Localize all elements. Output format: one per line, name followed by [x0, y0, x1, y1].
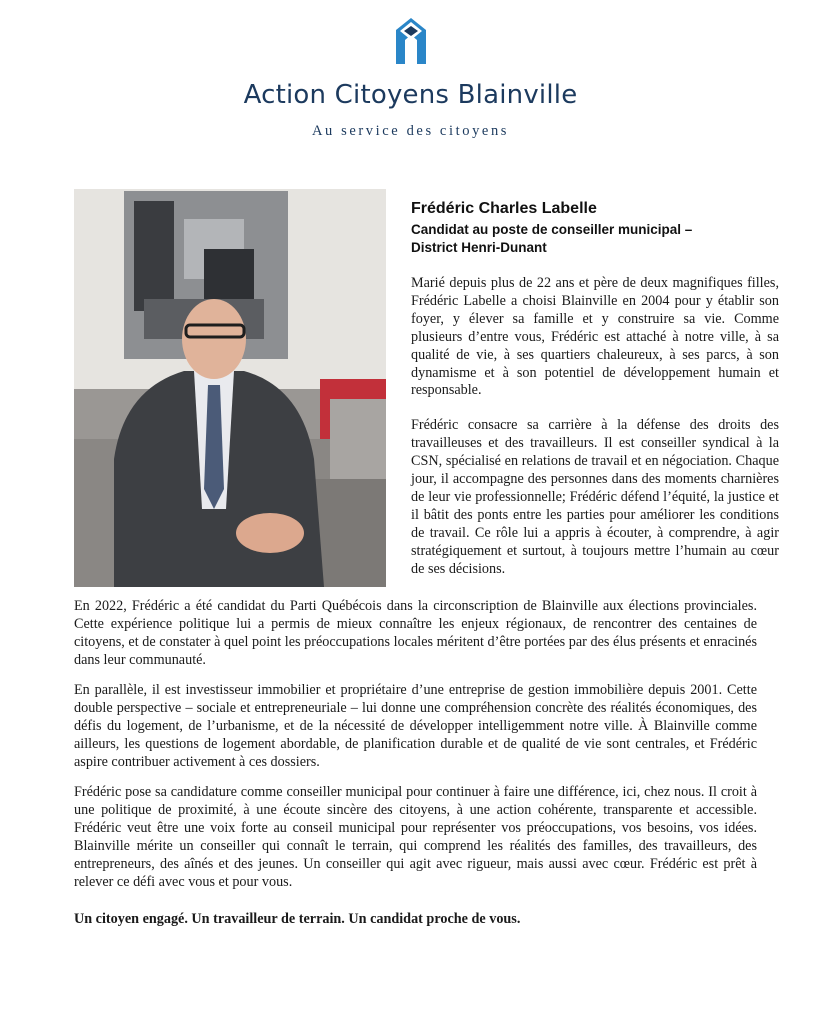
candidate-intro — [411, 200, 779, 579]
bio-paragraph-career: Frédéric consacre sa carrière à la défense des droits des travailleuses et des travailleurs. Il est conseiller syndical à la CSN, spécialisé en relations de travail et en négociation. Chaque jour, il accompagne des personnes dans des moments charnières de leur vie professionnelle; Frédéric défend l’équité, la justice et il bâtit des ponts entre les parties pour améliorer les conditions de travail. Ce rôle lui a appris à écouter, à comprendre, à agir stratégiquement et surtout, à toujours mettre l’humain au cœur de ses décisions. — [411, 417, 779, 577]
bio-paragraph-family: Marié depuis plus de 22 ans et père de deux magnifiques filles, Frédéric Labelle a choisi Blainville en 2004 pour y établir son foyer, y élever sa famille et y construire sa vie. Comme plusieurs d’entre vous, Frédéric est attaché à notre ville, à sa qualité de vie, à ses quartiers chaleureux, à ses parcs, à son dynamisme et à son potentiel de développement humain et responsable. — [411, 275, 779, 399]
house-pin-logo-icon — [396, 18, 426, 64]
bio-paragraph-candidacy: Frédéric pose sa candidature comme conseiller municipal pour continuer à faire une différence, ici, chez nous. Il croit à une politique de proximité, à une écoute sincère des citoyens, à une action cohérente, transparente et accessible. Frédéric veut être une voix forte au conseil municipal pour représenter vos préoccupations, vos besoins, vos idées. Blainville mérite un conseiller qui connaît le terrain, qui comprend les réalités des familles, des travailleurs, des entrepreneurs, des aînés et des jeunes. Un conseiller qui agit avec rigueur, mais aussi avec cœur. Frédéric est prêt à relever ce défi avec vous et pour vous. — [74, 784, 757, 890]
closing-slogan: Un citoyen engagé. Un travailleur de terrain. Un candidat proche de vous. — [74, 911, 521, 927]
candidate-district: District Henri-Dunant — [411, 240, 547, 255]
candidate-role: Candidat au poste de conseiller municipal – — [411, 222, 693, 237]
organization-name: Action Citoyens Blainville — [243, 80, 578, 110]
bio-paragraph-real-estate: En parallèle, il est investisseur immobilier et propriétaire d’une entreprise de gestion immobilière depuis 2001. Cette double perspective – sociale et entrepreneuriale – lui donne une compréhension concrète des réalités économiques, des défis du logement, de l’urbanisme, et de la nécessité de développer intelligemment notre ville. À Blainville comme ailleurs, les questions de logement abordable, de planification durable et de qualité de vie sont centrales, et Frédéric aspire contribuer activement à ces dossiers. — [74, 682, 757, 770]
bio-paragraph-politics: En 2022, Frédéric a été candidat du Parti Québécois dans la circonscription de Blainville aux élections provinciales. Cette expérience politique lui a permis de mieux connaître les enjeux régionaux, de rencontrer des centaines de citoyens, et de constater à quel point les préoccupations locales méritent d’être portées par des élus présents et enracinés dans leur communauté. — [74, 598, 757, 668]
candidate-photo — [74, 189, 386, 587]
organization-tagline: Au service des citoyens — [311, 123, 510, 139]
candidate-name: Frédéric Charles Labelle — [411, 200, 597, 217]
